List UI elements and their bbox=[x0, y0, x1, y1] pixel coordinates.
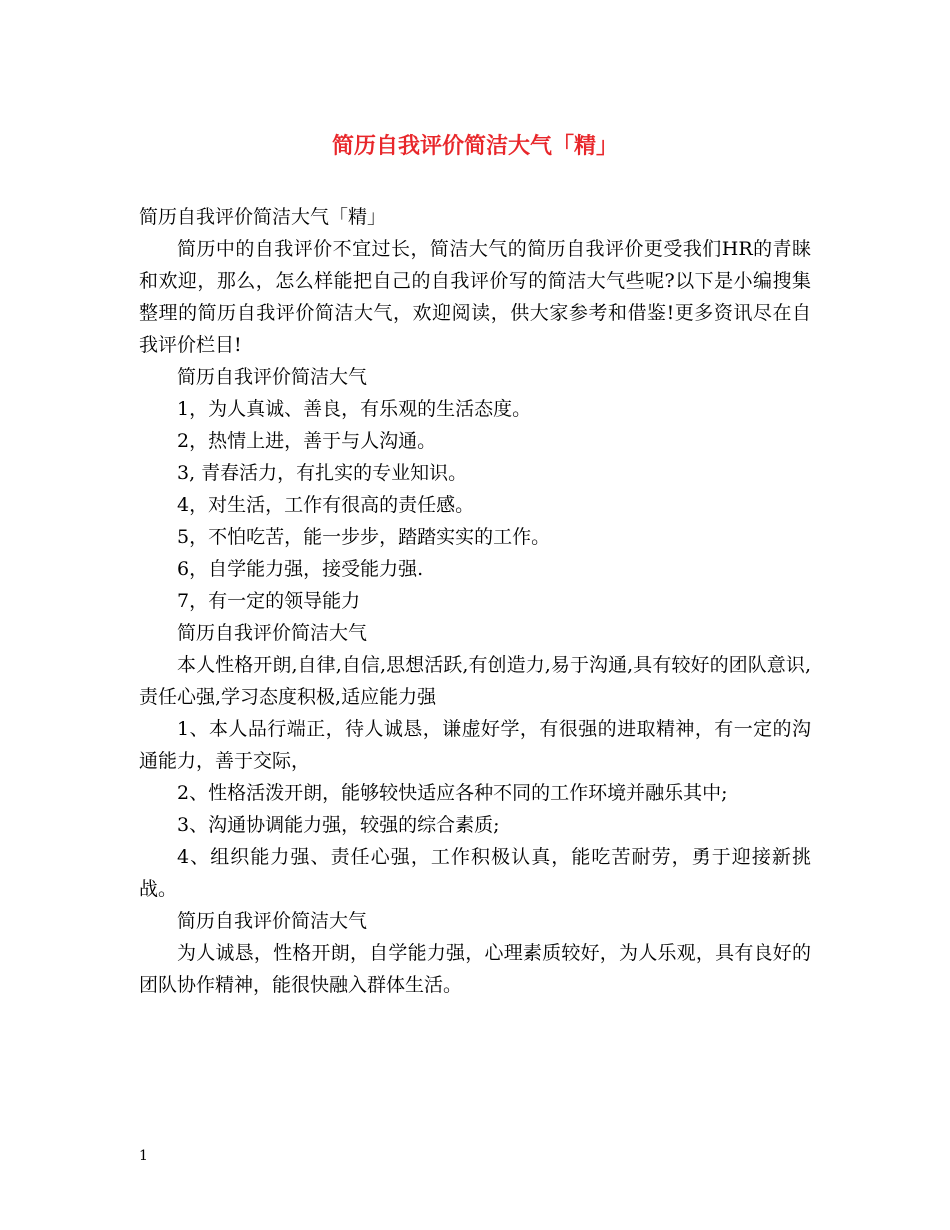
body-paragraph: 简历自我评价简洁大气 bbox=[177, 366, 368, 388]
body-paragraph: 简历自我评价简洁大气「精」 bbox=[139, 206, 387, 228]
body-paragraph: 7，有一定的领导能力 bbox=[177, 590, 361, 612]
body-paragraph: 6，自学能力强，接受能力强. bbox=[177, 558, 424, 580]
page-number: 1 bbox=[139, 1148, 148, 1164]
body-paragraph: 4，对生活，工作有很高的责任感。 bbox=[177, 494, 475, 516]
body-paragraph: 2、性格活泼开朗，能够较快适应各种不同的工作环境并融乐其中; bbox=[177, 782, 728, 804]
document-title: 简历自我评价简洁大气「精」 bbox=[331, 133, 618, 159]
body-paragraph: 2，热情上进，善于与人沟通。 bbox=[177, 430, 437, 452]
body-paragraph: 1，为人真诚、善良，有乐观的生活态度。 bbox=[177, 398, 532, 420]
body-paragraph: 简历自我评价简洁大气 bbox=[177, 910, 368, 932]
body-paragraph: 为人诚恳，性格开朗，自学能力强，心理素质较好，为人乐观，具有良好的团队协作精神，能很快融入群体生活。 bbox=[139, 942, 811, 996]
body-paragraph: 本人性格开朗,自律,自信,思想活跃,有创造力,易于沟通,具有较好的团队意识,责任心强,学习态度积极,适应能力强 bbox=[139, 654, 811, 708]
body-paragraph: 4、组织能力强、责任心强，工作积极认真，能吃苦耐劳，勇于迎接新挑战。 bbox=[139, 846, 811, 900]
body-paragraph: 3、沟通协调能力强，较强的综合素质; bbox=[177, 814, 500, 836]
body-paragraph: 5，不怕吃苦，能一步步，踏踏实实的工作。 bbox=[177, 526, 551, 548]
body-paragraph: 1、本人品行端正，待人诚恳，谦虚好学，有很强的进取精神，有一定的沟通能力，善于交际， bbox=[139, 718, 811, 772]
body-paragraph: 3, 青春活力，有扎实的专业知识。 bbox=[177, 462, 468, 484]
document-body bbox=[139, 201, 811, 1001]
body-paragraph: 简历中的自我评价不宜过长，简洁大气的简历自我评价更受我们HR的青睐和欢迎，那么，怎么样能把自己的自我评价写的简洁大气些呢?以下是小编搜集整理的简历自我评价简洁大气，欢迎阅读，供大家参考和借鉴!更多资讯尽在自我评价栏目! bbox=[139, 238, 811, 356]
body-paragraph: 简历自我评价简洁大气 bbox=[177, 622, 368, 644]
